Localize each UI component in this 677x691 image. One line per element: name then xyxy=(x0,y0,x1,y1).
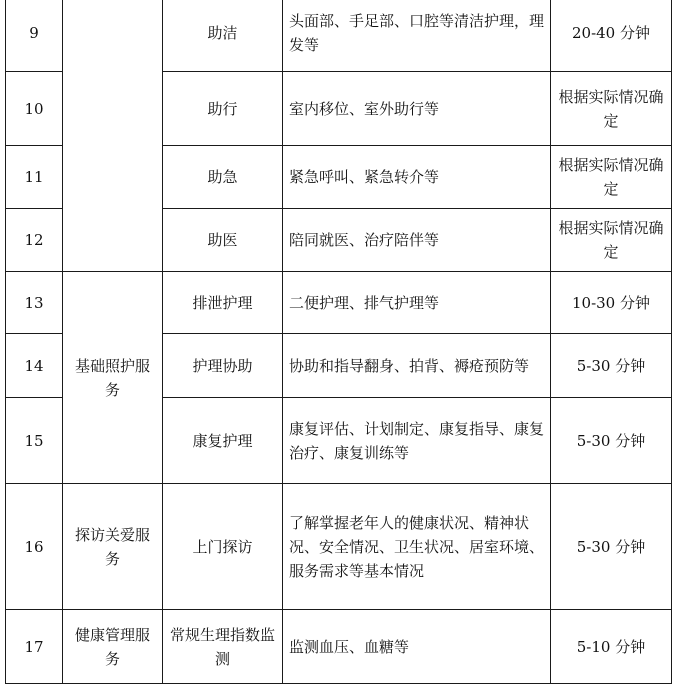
service-content: 二便护理、排气护理等 xyxy=(283,272,551,334)
service-table xyxy=(5,0,672,684)
service-time: 10-30 分钟 xyxy=(551,272,672,334)
row-number: 16 xyxy=(6,484,63,610)
service-item: 助洁 xyxy=(163,0,283,72)
row-number: 15 xyxy=(6,398,63,484)
service-time: 根据实际情况确定 xyxy=(551,146,672,209)
service-item: 助行 xyxy=(163,72,283,146)
service-item: 护理协助 xyxy=(163,334,283,398)
service-content: 了解掌握老年人的健康状况、精神状况、安全情况、卫生状况、居室环境、服务需求等基本情况 xyxy=(283,484,551,610)
service-content: 协助和指导翻身、拍背、褥疮预防等 xyxy=(283,334,551,398)
service-content: 监测血压、血糖等 xyxy=(283,610,551,684)
category-cell: 健康管理服务 xyxy=(63,610,163,684)
category-cell: 探访关爱服务 xyxy=(63,484,163,610)
row-number: 9 xyxy=(6,0,63,72)
service-time: 根据实际情况确定 xyxy=(551,72,672,146)
service-content: 紧急呼叫、紧急转介等 xyxy=(283,146,551,209)
service-content: 室内移位、室外助行等 xyxy=(283,72,551,146)
service-item: 上门探访 xyxy=(163,484,283,610)
table-row xyxy=(6,272,672,334)
service-content: 康复评估、计划制定、康复指导、康复治疗、康复训练等 xyxy=(283,398,551,484)
service-item: 排泄护理 xyxy=(163,272,283,334)
service-time: 5-30 分钟 xyxy=(551,334,672,398)
service-item: 助急 xyxy=(163,146,283,209)
row-number: 12 xyxy=(6,209,63,272)
row-number: 10 xyxy=(6,72,63,146)
service-item: 常规生理指数监测 xyxy=(163,610,283,684)
table-row xyxy=(6,0,672,72)
service-time: 5-30 分钟 xyxy=(551,398,672,484)
table-row xyxy=(6,610,672,684)
row-number: 13 xyxy=(6,272,63,334)
service-content: 头面部、手足部、口腔等清洁护理，理发等 xyxy=(283,0,551,72)
service-item: 康复护理 xyxy=(163,398,283,484)
category-cell-empty xyxy=(63,0,163,272)
service-time: 根据实际情况确定 xyxy=(551,209,672,272)
row-number: 11 xyxy=(6,146,63,209)
category-cell: 基础照护服务 xyxy=(63,272,163,484)
row-number: 14 xyxy=(6,334,63,398)
service-time: 5-30 分钟 xyxy=(551,484,672,610)
service-time: 5-10 分钟 xyxy=(551,610,672,684)
service-content: 陪同就医、治疗陪伴等 xyxy=(283,209,551,272)
table-row xyxy=(6,484,672,610)
row-number: 17 xyxy=(6,610,63,684)
service-time: 20-40 分钟 xyxy=(551,0,672,72)
service-item: 助医 xyxy=(163,209,283,272)
